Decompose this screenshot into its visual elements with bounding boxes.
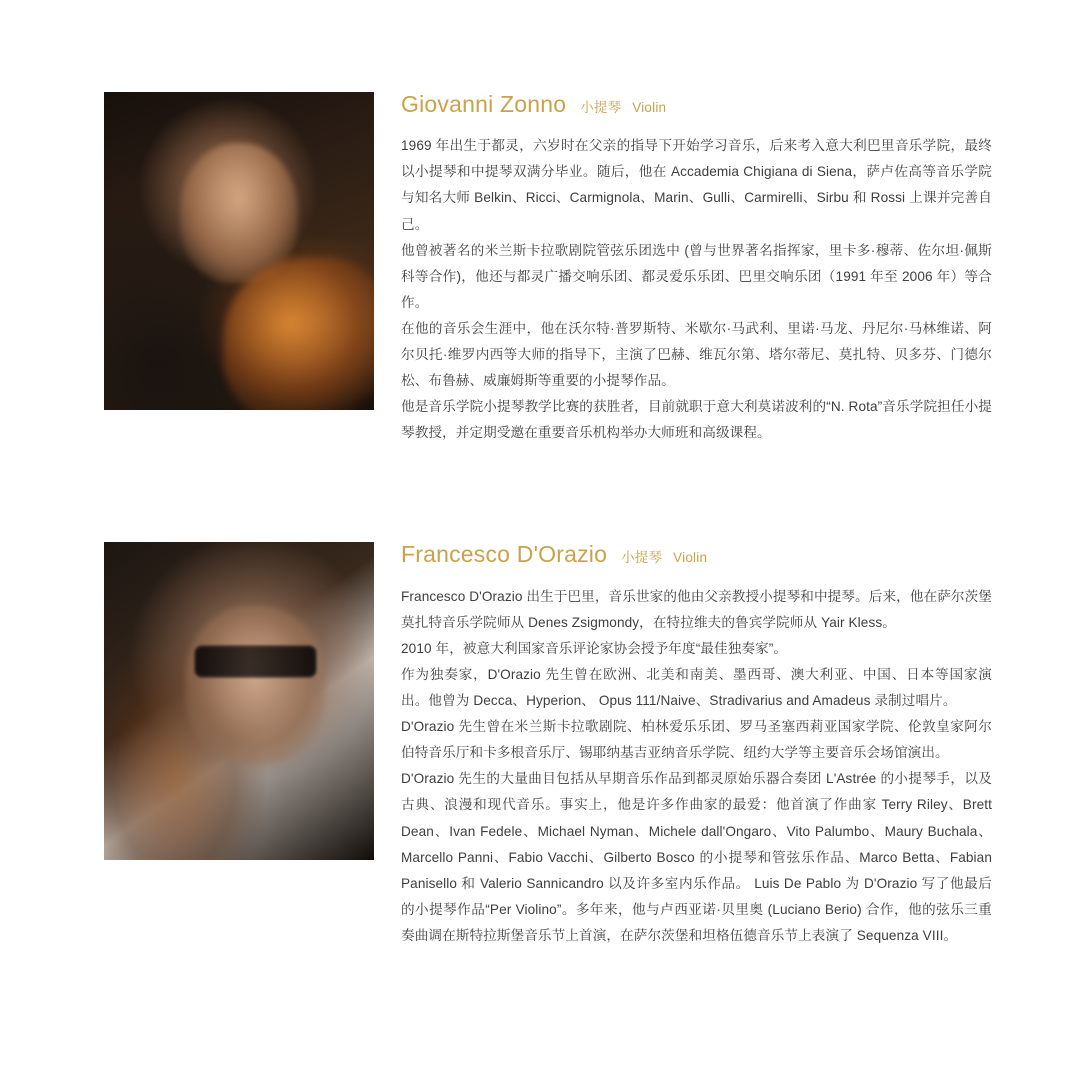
bio-paragraph: 1969 年出生于都灵，六岁时在父亲的指导下开始学习音乐，后来考入意大利巴里音乐学院，最终以小提琴和中提琴双满分毕业。随后，他在 Accademia Chigiana di Siena，萨卢佐高等音乐学院与知名大师 Belkin、Ricci、Carmignola、Marin、Gulli、Carmirelli、Sirbu 和 Rossi 上课并完善自己。 — [401, 138, 992, 232]
musician-role — [621, 546, 707, 566]
bio-paragraph: D'Orazio 先生曾在米兰斯卡拉歌剧院、柏林爱乐乐团、罗马圣塞西莉亚国家学院、伦敦皇家阿尔伯特音乐厅和卡多根音乐厅、锡耶纳基吉亚纳音乐学院、纽约大学等主要音乐会场馆演出。 — [401, 719, 992, 761]
musician-bio-giovanni-zonno — [104, 92, 992, 446]
bio-paragraph: 他曾被著名的米兰斯卡拉歌剧院管弦乐团选中 (曾与世界著名指挥家，里卡多·穆蒂、佐尔坦·佩斯科等合作)，他还与都灵广播交响乐团、都灵爱乐乐团、巴里交响乐团（1991 年至 2006 年）等合作。 — [401, 242, 992, 310]
musician-role-cn: 小提琴 — [580, 100, 622, 115]
bio-paragraph: 在他的音乐会生涯中，他在沃尔特·普罗斯特、米歇尔·马武利、里诺·马龙、丹尼尔·马林维诺、阿尔贝托·维罗内西等大师的指导下，主演了巴赫、维瓦尔第、塔尔蒂尼、莫扎特、贝多芬、门德尔松、布鲁赫、威廉姆斯等重要的小提琴作品。 — [401, 320, 992, 389]
musician-role-en: Violin — [632, 100, 667, 115]
musician-portrait-francesco-dorazio — [104, 542, 374, 860]
bio-content — [374, 92, 992, 446]
bio-content — [374, 542, 992, 949]
bio-heading — [401, 542, 992, 567]
musician-portrait-giovanni-zonno — [104, 92, 374, 410]
bio-paragraph: 作为独奏家，D'Orazio 先生曾在欧洲、北美和南美、墨西哥、澳大利亚、中国、日本等国家演出。他曾为 Decca、Hyperion、 Opus 111/Naive、Stradivarius and Amadeus 录制过唱片。 — [401, 667, 992, 709]
bio-paragraph: Francesco D'Orazio 出生于巴里，音乐世家的他由父亲教授小提琴和中提琴。后来，他在萨尔茨堡莫扎特音乐学院师从 Denes Zsigmondy，在特拉维夫的鲁宾学院师从 Yair Kless。 — [401, 588, 992, 630]
musician-role-cn: 小提琴 — [621, 550, 663, 566]
musician-name: Giovanni Zonno — [401, 91, 567, 117]
musician-bio-francesco-dorazio — [104, 542, 992, 949]
musician-role-en: Violin — [673, 550, 708, 566]
musician-name: Francesco D'Orazio — [401, 541, 608, 568]
bio-paragraph: D'Orazio 先生的大量曲目包括从早期音乐作品到都灵原始乐器合奏团 L'Astrée 的小提琴手，以及古典、浪漫和现代音乐。事实上，他是许多作曲家的最爱：他首演了作曲家 Terry Riley、Brett Dean、Ivan Fedele、Michael Nyman、Michele dall'Ongaro、Vito Palumbo、Maury Buchala、Marcello Panni、Fabio Vacchi、Gilberto Bosco 的小提琴和管弦乐作品、Marco Betta、Fabian Panisello 和 Valerio Sannicandro 以及许多室内乐作品。 Luis De Pablo 为 D'Orazio 写了他最后的小提琴作品“Per Violino”。多年来，他与卢西亚诺·贝里奥 (Luciano Berio) 合作，他的弦乐三重奏曲调在斯特拉斯堡音乐节上首演，在萨尔茨堡和坦格伍德音乐节上表演了 Sequenza VIII。 — [401, 771, 992, 943]
bio-paragraph: 他是音乐学院小提琴教学比赛的获胜者，目前就职于意大利莫诺波利的“N. Rota”音乐学院担任小提琴教授，并定期受邀在重要音乐机构举办大师班和高级课程。 — [401, 399, 992, 441]
bio-paragraph: 2010 年，被意大利国家音乐评论家协会授予年度“最佳独奏家”。 — [401, 640, 788, 656]
bio-heading — [401, 92, 992, 117]
musician-role — [580, 96, 666, 116]
